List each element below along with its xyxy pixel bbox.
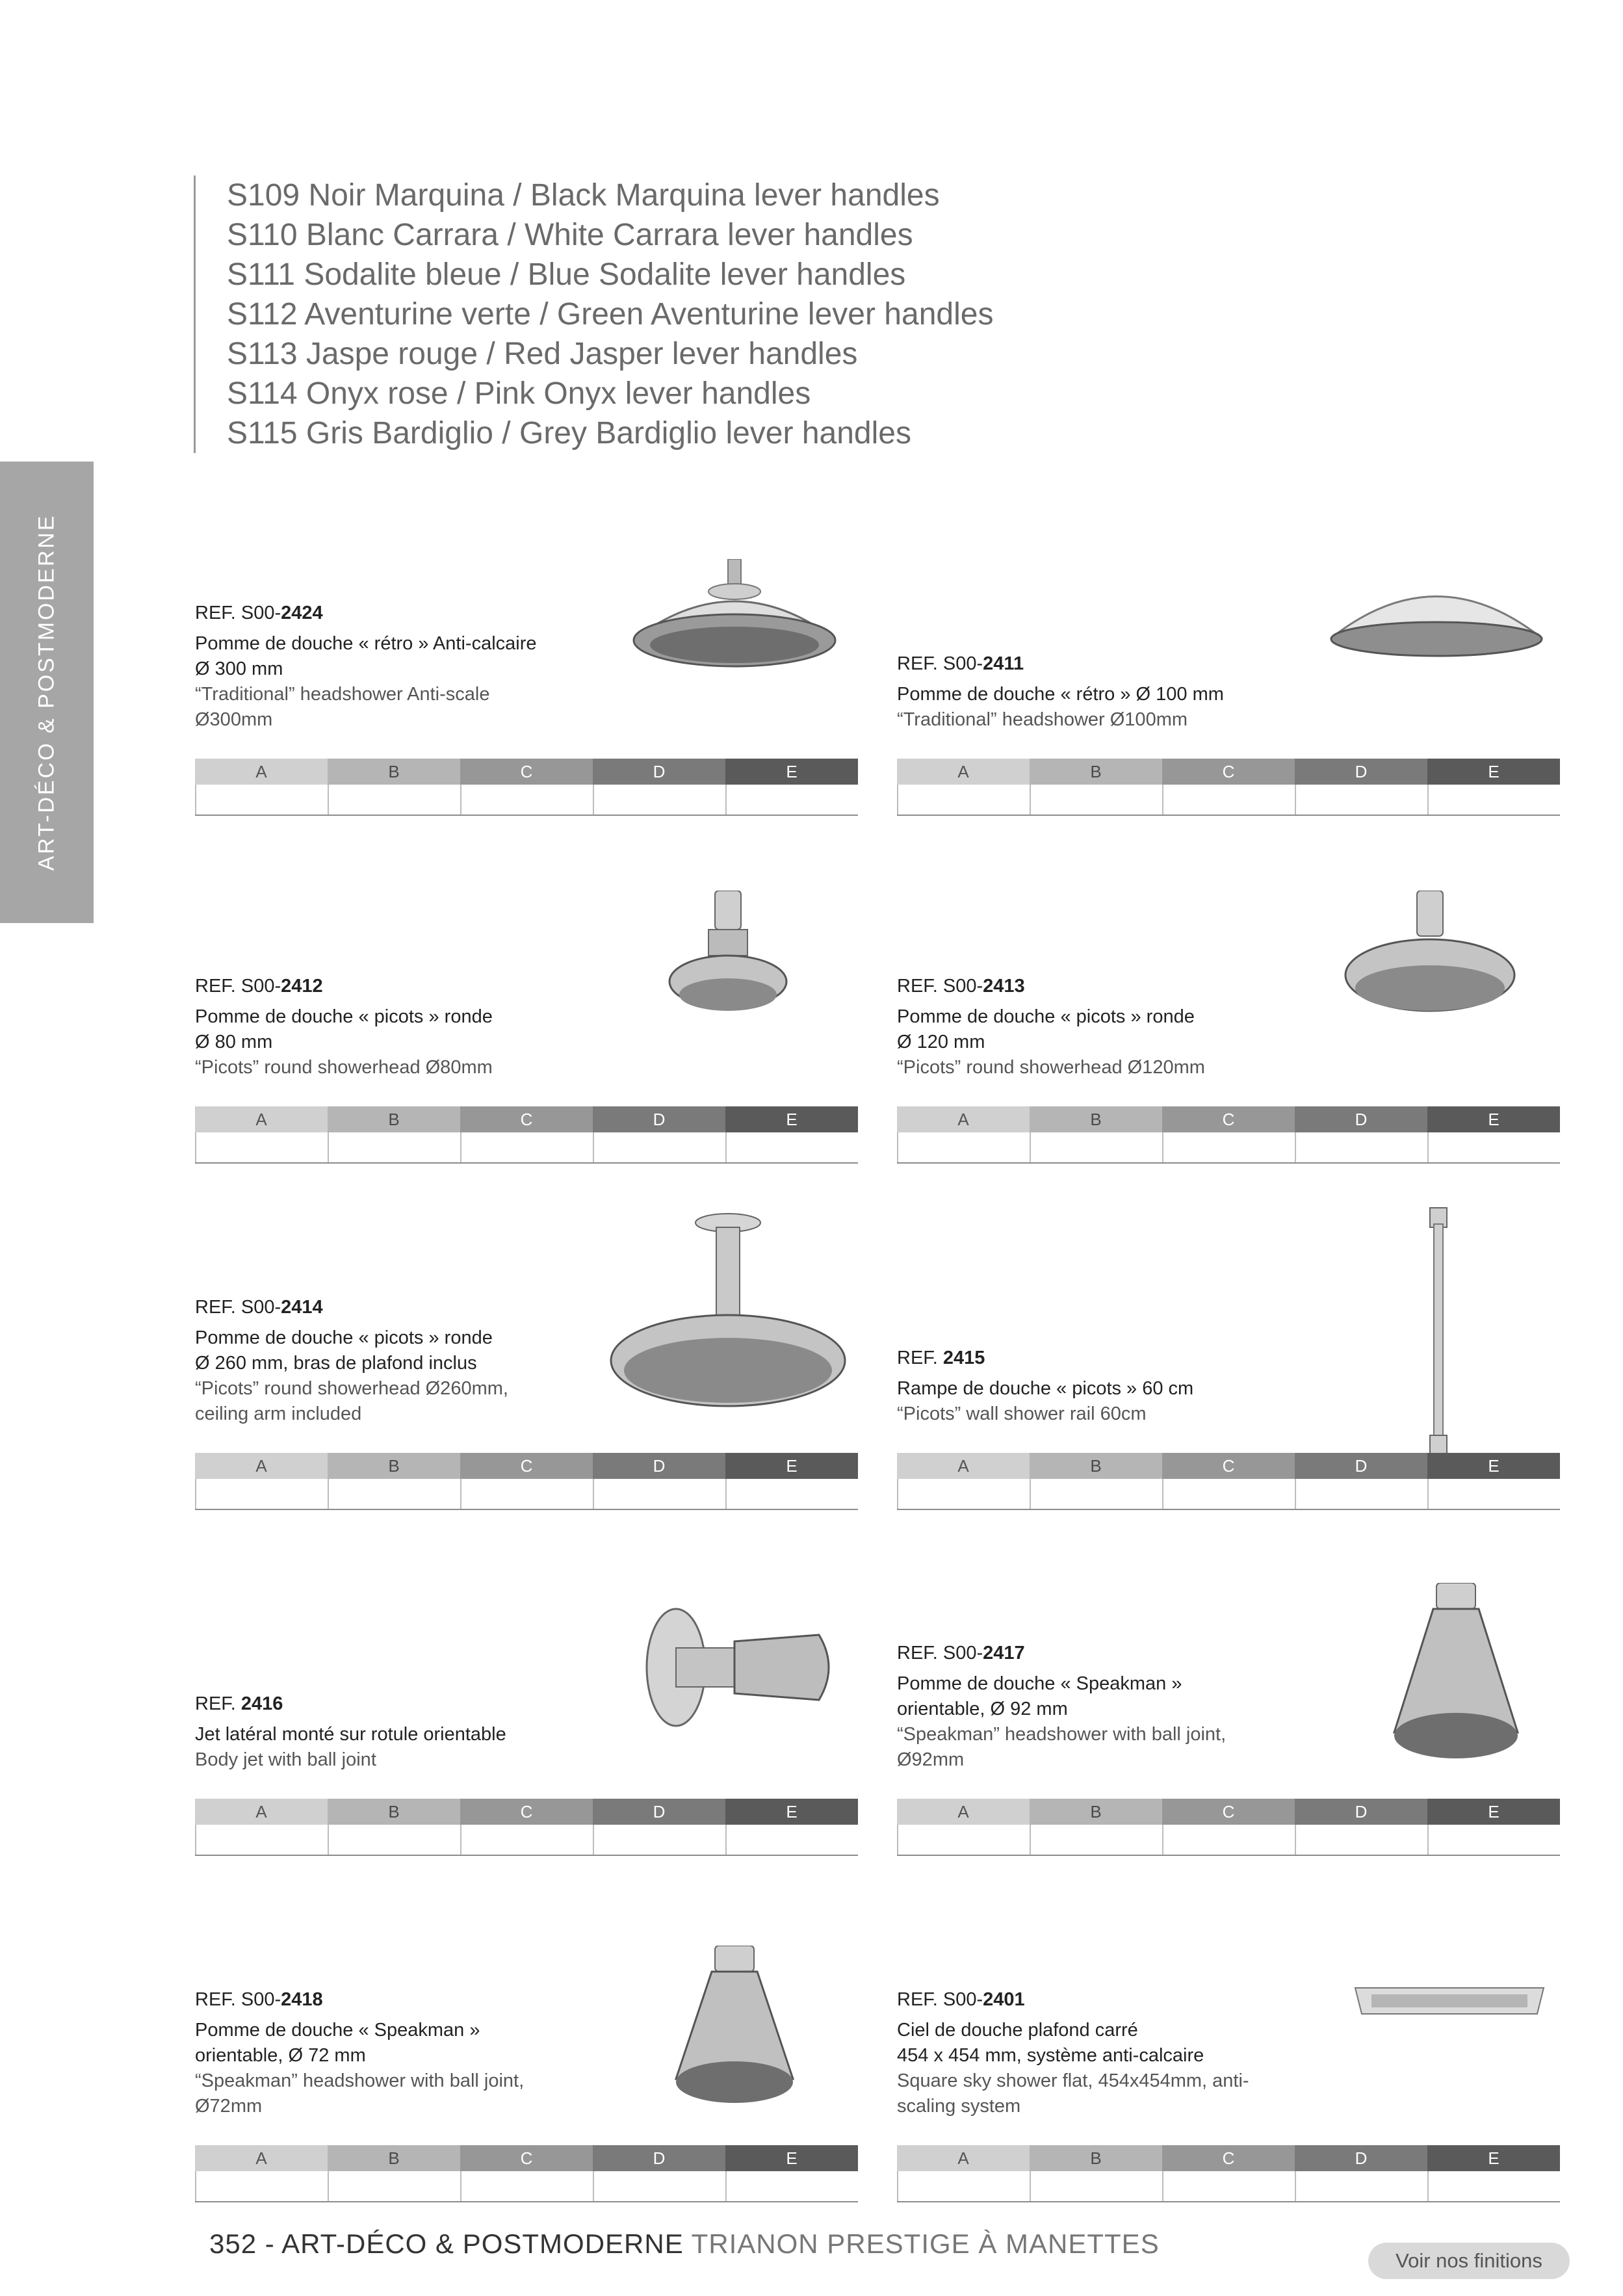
ref-prefix: REF. S00-: [897, 653, 983, 674]
product-card: [897, 1550, 1560, 1856]
finish-column-header: E: [725, 1453, 858, 1479]
product-card: [195, 858, 858, 1164]
finish-cell: [460, 2171, 593, 2201]
product-text: [195, 1987, 611, 2119]
finish-column-header: C: [1162, 1106, 1295, 1132]
footer-collection: TRIANON PRESTIGE À MANETTES: [683, 2228, 1160, 2259]
finish-cell: [460, 1132, 593, 1162]
finish-cell: [897, 1132, 1030, 1162]
finish-cell: [1427, 1825, 1560, 1855]
finish-column-header: E: [1427, 759, 1560, 785]
product-description-fr: Pomme de douche « rétro » Ø 100 mm: [897, 684, 1224, 705]
finish-column-header: C: [460, 759, 593, 785]
speakman-showerhead-72-image: [669, 1946, 799, 2115]
product-description-fr: Ciel de douche plafond carré: [897, 2020, 1138, 2041]
finish-cell: [1162, 1825, 1295, 1855]
product-text: [195, 1295, 611, 1427]
finish-cell: [1030, 785, 1162, 815]
product-text: [897, 1346, 1313, 1427]
finish-column-header: D: [593, 2145, 725, 2171]
finish-cell: [1295, 1132, 1427, 1162]
finish-item: S114 Onyx rose / Pink Onyx lever handles: [227, 376, 811, 411]
finish-cell: [195, 2171, 328, 2201]
finish-column-header: E: [1427, 1453, 1560, 1479]
finish-cell: [1162, 1479, 1295, 1509]
finish-cell: [593, 2171, 725, 2201]
retro-showerhead-300-image: [624, 559, 845, 689]
finish-cell: [593, 1825, 725, 1855]
finish-cell: [1427, 1132, 1560, 1162]
product-text: [195, 1691, 611, 1773]
finish-cell: [1295, 2171, 1427, 2201]
finish-column-header: B: [1030, 1799, 1162, 1825]
section-side-tab: [0, 462, 94, 923]
finish-swatch-table: [195, 1106, 858, 1164]
finish-cell: [328, 1132, 460, 1162]
finish-item: S115 Gris Bardiglio / Grey Bardiglio lever handles: [227, 416, 911, 450]
finish-cell: [1030, 1825, 1162, 1855]
finish-column-header: D: [1295, 1799, 1427, 1825]
product-description-en: scaling system: [897, 2096, 1021, 2117]
ref-number: 2414: [281, 1297, 323, 1318]
product-ref: [195, 1691, 611, 1717]
product-card: [195, 1897, 858, 2202]
ref-number: 2415: [942, 1348, 985, 1368]
finish-column-header: D: [1295, 1106, 1427, 1132]
finish-column-header: A: [897, 759, 1030, 785]
finish-column-header: C: [1162, 1453, 1295, 1479]
product-ref: [897, 1987, 1313, 2013]
ref-prefix: REF. S00-: [195, 603, 281, 623]
finish-column-header: C: [460, 1106, 593, 1132]
retro-showerhead-100-image: [1319, 575, 1553, 666]
product-description-en: Square sky shower flat, 454x454mm, anti-: [897, 2070, 1249, 2091]
product-ref: [195, 974, 611, 999]
finish-cell: [460, 1825, 593, 1855]
finish-column-header: E: [1427, 1106, 1560, 1132]
finish-cell: [195, 785, 328, 815]
ref-number: 2417: [983, 1643, 1025, 1663]
finish-column-header: A: [897, 1799, 1030, 1825]
product-description-en: Ø92mm: [897, 1749, 965, 1770]
product-description-fr: Jet latéral monté sur rotule orientable: [195, 1724, 506, 1745]
product-description-en: “Traditional” headshower Ø100mm: [897, 709, 1188, 730]
finish-cell: [725, 785, 858, 815]
finish-column-header: A: [195, 759, 328, 785]
product-text: [897, 651, 1313, 733]
product-description-fr: 454 x 454 mm, système anti-calcaire: [897, 2045, 1204, 2066]
product-description-en: “Speakman” headshower with ball joint,: [195, 2070, 525, 2091]
product-description-fr: Ø 120 mm: [897, 1032, 985, 1052]
product-description-en: Ø72mm: [195, 2096, 263, 2117]
product-ref: [195, 1987, 611, 2013]
finish-cell: [1427, 785, 1560, 815]
product-ref: [897, 974, 1313, 999]
product-text: [195, 974, 611, 1080]
product-description-en: “Picots” round showerhead Ø80mm: [195, 1057, 493, 1078]
finish-column-header: C: [460, 1453, 593, 1479]
ref-number: 2401: [983, 1989, 1025, 2010]
finish-column-header: B: [328, 1799, 460, 1825]
finish-column-header: A: [897, 1453, 1030, 1479]
finish-cell: [593, 785, 725, 815]
finish-column-header: D: [593, 1799, 725, 1825]
finish-column-header: D: [1295, 2145, 1427, 2171]
finish-column-header: D: [1295, 1453, 1427, 1479]
product-description-fr: orientable, Ø 72 mm: [195, 2045, 366, 2066]
product-ref: [897, 651, 1313, 677]
finish-cell: [897, 1479, 1030, 1509]
finish-column-header: A: [897, 2145, 1030, 2171]
finish-cell: [195, 1479, 328, 1509]
finish-cell: [460, 785, 593, 815]
finish-cell: [328, 1825, 460, 1855]
finish-cell: [328, 785, 460, 815]
product-description-fr: Pomme de douche « rétro » Anti-calcaire: [195, 633, 537, 654]
finish-column-header: A: [195, 1799, 328, 1825]
product-card: [195, 1205, 858, 1510]
finish-column-header: A: [195, 2145, 328, 2171]
ref-prefix: REF. S00-: [897, 976, 983, 997]
finish-column-header: B: [1030, 1453, 1162, 1479]
product-description-en: “Picots” round showerhead Ø260mm,: [195, 1378, 508, 1399]
wall-shower-rail-image: [1410, 1205, 1469, 1458]
finish-cell: [897, 785, 1030, 815]
ref-prefix: REF. S00-: [195, 1297, 281, 1318]
ref-prefix: REF.: [195, 1693, 241, 1714]
finish-item: S113 Jaspe rouge / Red Jasper lever handles: [227, 337, 858, 371]
finish-column-header: E: [725, 1106, 858, 1132]
ref-number: 2416: [240, 1693, 283, 1714]
product-text: [897, 1641, 1313, 1773]
finish-cell: [328, 2171, 460, 2201]
finish-column-header: E: [725, 759, 858, 785]
product-description-fr: Ø 260 mm, bras de plafond inclus: [195, 1353, 477, 1374]
finish-cell: [1427, 1479, 1560, 1509]
finish-column-header: B: [328, 759, 460, 785]
ref-number: 2418: [281, 1989, 323, 2010]
finish-column-header: D: [593, 759, 725, 785]
finish-column-header: E: [1427, 2145, 1560, 2171]
ref-number: 2412: [281, 976, 323, 997]
finish-swatch-table: [897, 1453, 1560, 1510]
finish-column-header: A: [195, 1453, 328, 1479]
finish-cell: [897, 1825, 1030, 1855]
picots-showerhead-120-image: [1339, 891, 1521, 1040]
ref-number: 2411: [983, 653, 1024, 674]
ref-number: 2424: [281, 603, 323, 623]
finish-cell: [1295, 1825, 1427, 1855]
finish-cell: [725, 1132, 858, 1162]
finish-column-header: C: [460, 1799, 593, 1825]
finish-column-header: B: [328, 1453, 460, 1479]
finish-item: S109 Noir Marquina / Black Marquina lever handles: [227, 178, 940, 213]
square-sky-shower-image: [1352, 1985, 1547, 2024]
product-text: [897, 974, 1313, 1080]
finish-cell: [328, 1479, 460, 1509]
finish-cell: [1295, 785, 1427, 815]
finish-swatch-table: [897, 1106, 1560, 1164]
product-description-en: Ø300mm: [195, 709, 273, 730]
finish-column-header: C: [1162, 2145, 1295, 2171]
finish-column-header: E: [725, 1799, 858, 1825]
product-description-fr: Ø 300 mm: [195, 659, 283, 679]
product-card: [897, 858, 1560, 1164]
finish-swatch-table: [195, 759, 858, 816]
picots-showerhead-260-image: [604, 1211, 851, 1419]
product-card: [195, 510, 858, 816]
finish-cell: [195, 1132, 328, 1162]
product-description-fr: Pomme de douche « picots » ronde: [195, 1327, 493, 1348]
finish-cell: [725, 1479, 858, 1509]
product-description-fr: Pomme de douche « Speakman »: [195, 2020, 480, 2041]
footer-page-section: 352 - ART-DÉCO & POSTMODERNE: [209, 2228, 684, 2259]
finish-cell: [725, 1825, 858, 1855]
finish-column-header: D: [593, 1106, 725, 1132]
finish-column-header: A: [195, 1106, 328, 1132]
side-tab-label: ART-DÉCO & POSTMODERNE: [34, 514, 59, 871]
body-jet-image: [637, 1602, 845, 1732]
product-text: [897, 1987, 1313, 2119]
product-ref: [195, 1295, 611, 1320]
speakman-showerhead-92-image: [1384, 1583, 1527, 1771]
ref-prefix: REF. S00-: [195, 976, 281, 997]
product-ref: [897, 1641, 1313, 1666]
finish-swatch-table: [897, 2145, 1560, 2202]
product-description-en: Body jet with ball joint: [195, 1749, 376, 1770]
finish-swatch-table: [195, 1799, 858, 1856]
finish-column-header: B: [328, 1106, 460, 1132]
finish-cell: [1162, 785, 1295, 815]
finish-column-header: B: [1030, 1106, 1162, 1132]
product-card: [897, 510, 1560, 816]
product-description-fr: orientable, Ø 92 mm: [897, 1699, 1068, 1719]
finish-column-header: B: [1030, 2145, 1162, 2171]
finish-column-header: E: [1427, 1799, 1560, 1825]
finish-cell: [593, 1132, 725, 1162]
product-ref: [897, 1346, 1313, 1371]
finish-swatch-table: [897, 1799, 1560, 1856]
ref-number: 2413: [983, 976, 1025, 997]
picots-showerhead-80-image: [663, 891, 793, 1034]
ref-prefix: REF. S00-: [897, 1643, 983, 1663]
product-description-en: “Picots” wall shower rail 60cm: [897, 1403, 1147, 1424]
finish-column-header: D: [1295, 759, 1427, 785]
product-description-fr: Rampe de douche « picots » 60 cm: [897, 1378, 1194, 1399]
product-description-en: “Picots” round showerhead Ø120mm: [897, 1057, 1205, 1078]
product-description-en: ceiling arm included: [195, 1403, 362, 1424]
product-description-en: “Traditional” headshower Anti-scale: [195, 684, 490, 705]
product-ref: [195, 601, 611, 626]
finish-cell: [195, 1825, 328, 1855]
finish-cell: [1162, 1132, 1295, 1162]
product-card: [897, 1897, 1560, 2202]
finish-cell: [1427, 2171, 1560, 2201]
finish-column-header: D: [593, 1453, 725, 1479]
handle-finish-list: [194, 176, 993, 453]
finish-cell: [1162, 2171, 1295, 2201]
finish-column-header: C: [1162, 759, 1295, 785]
ref-prefix: REF. S00-: [195, 1989, 281, 2010]
product-description-fr: Ø 80 mm: [195, 1032, 273, 1052]
finish-column-header: E: [725, 2145, 858, 2171]
finish-cell: [1295, 1479, 1427, 1509]
ref-prefix: REF. S00-: [897, 1989, 983, 2010]
finish-column-header: A: [897, 1106, 1030, 1132]
finish-item: S110 Blanc Carrara / White Carrara lever handles: [227, 218, 913, 252]
product-description-fr: Pomme de douche « Speakman »: [897, 1673, 1182, 1694]
finish-cell: [725, 2171, 858, 2201]
product-description-fr: Pomme de douche « picots » ronde: [897, 1006, 1195, 1027]
finish-column-header: B: [1030, 759, 1162, 785]
product-card: [195, 1550, 858, 1856]
product-description-fr: Pomme de douche « picots » ronde: [195, 1006, 493, 1027]
finish-cell: [593, 1479, 725, 1509]
finish-column-header: C: [460, 2145, 593, 2171]
finish-cell: [1030, 1132, 1162, 1162]
finish-cell: [897, 2171, 1030, 2201]
finitions-button[interactable]: Voir nos finitions: [1368, 2243, 1570, 2279]
finish-swatch-table: [195, 2145, 858, 2202]
page-footer: [209, 2228, 1160, 2260]
ref-prefix: REF.: [897, 1348, 943, 1368]
finish-cell: [1030, 2171, 1162, 2201]
finish-cell: [1030, 1479, 1162, 1509]
product-card: [897, 1205, 1560, 1510]
finish-column-header: B: [328, 2145, 460, 2171]
finish-column-header: C: [1162, 1799, 1295, 1825]
finish-item: S112 Aventurine verte / Green Aventurine lever handles: [227, 297, 994, 332]
finish-item: S111 Sodalite bleue / Blue Sodalite lever handles: [227, 257, 906, 292]
product-description-en: “Speakman” headshower with ball joint,: [897, 1724, 1227, 1745]
finish-swatch-table: [897, 759, 1560, 816]
product-text: [195, 601, 611, 733]
finish-cell: [460, 1479, 593, 1509]
finish-swatch-table: [195, 1453, 858, 1510]
